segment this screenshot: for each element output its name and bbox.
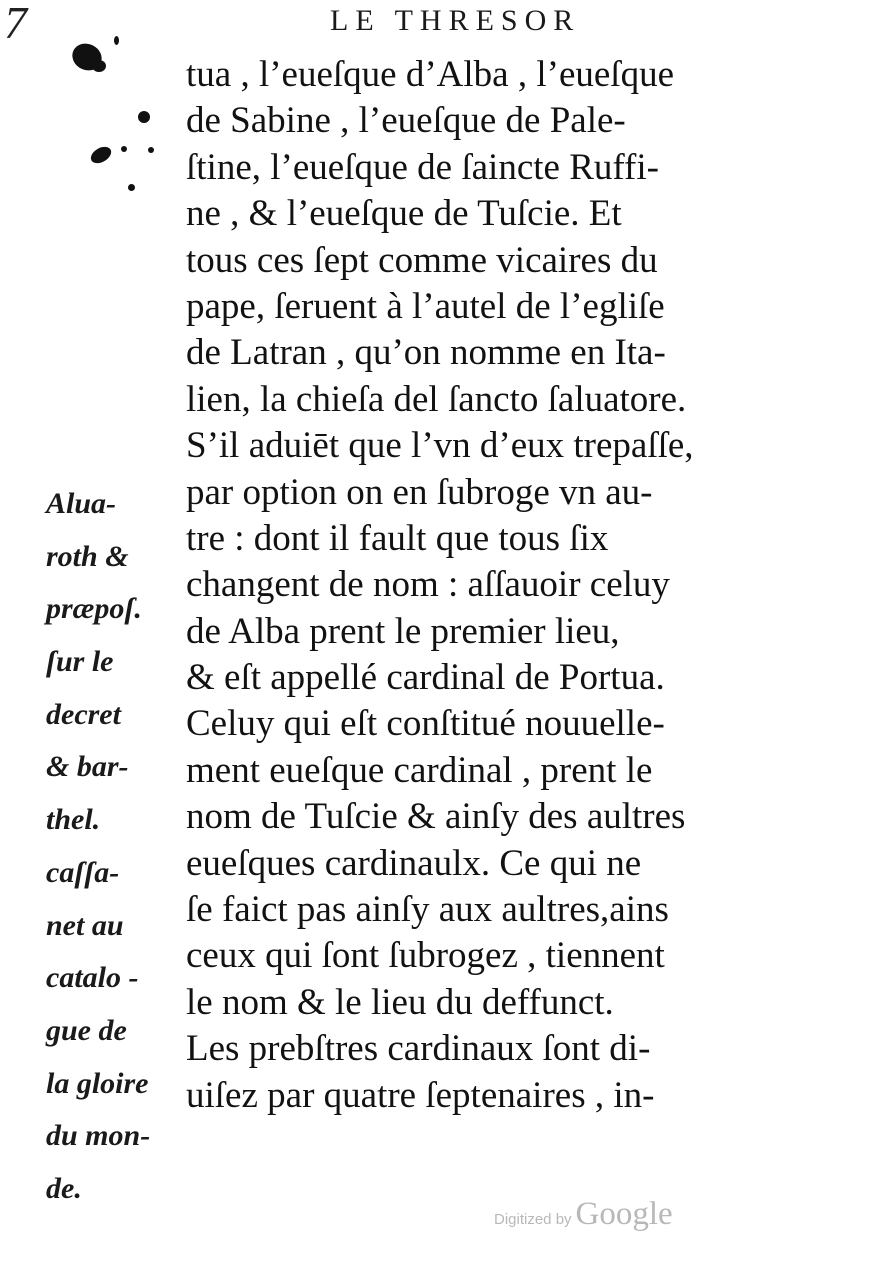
margin-line: thel. — [46, 803, 101, 837]
text-line: ſe faict pas ainſy aux aultres,ains — [186, 889, 669, 931]
text-line: tua , l’eueſque d’Alba , l’eueſque — [186, 54, 674, 95]
margin-line: la gloire — [46, 1066, 149, 1100]
margin-line: net au — [46, 908, 124, 942]
text-line: Les prebſtres cardinaux ſont di- — [186, 1028, 651, 1070]
watermark-brand: Google — [575, 1196, 673, 1232]
margin-line: du mon- — [46, 1119, 151, 1153]
margin-line: de. — [46, 1171, 82, 1205]
text-line: ceux qui ſont ſubrogez , tiennent — [186, 935, 665, 977]
ink-blot — [138, 111, 150, 123]
margin-line: roth & — [46, 539, 129, 573]
watermark-prefix: Digitized by — [494, 1211, 572, 1228]
text-line: tre : dont il fault que tous ſix — [186, 517, 609, 559]
text-line: de Alba prent le premier lieu, — [186, 610, 620, 652]
margin-line: gue de — [46, 1013, 127, 1047]
ink-blot — [92, 60, 106, 72]
text-line: le nom & le lieu du deffunct. — [186, 981, 614, 1023]
digitization-watermark — [494, 1196, 673, 1233]
ink-blot — [88, 143, 114, 166]
margin-line: Alua- — [46, 487, 117, 520]
text-line: de Sabine , l’eueſque de Pale- — [186, 100, 626, 142]
text-line: tous ces ſept comme vicaires du — [186, 239, 658, 281]
text-line: nom de Tuſcie & ainſy des aultres — [186, 796, 686, 838]
text-line: pape, ſeruent à l’autel de l’egliſe — [186, 285, 665, 327]
ink-blot — [114, 36, 119, 45]
text-line: uiſez par quatre ſeptenaires , in- — [186, 1074, 655, 1116]
page-number: 7 — [4, 0, 27, 48]
text-line: changent de nom : aſſauoir celuy — [186, 564, 670, 606]
text-line: de Latran , qu’on nomme en Ita- — [186, 332, 666, 374]
text-line: eueſques cardinaulx. Ce qui ne — [186, 842, 642, 884]
text-line: ſtine, l’eueſque de ſaincte Ruffi- — [186, 146, 659, 188]
text-line: ment eueſque cardinal , prent le — [186, 749, 653, 791]
running-head: LE THRESOR — [330, 4, 581, 37]
text-line: ne , & l’eueſque de Tuſcie. Et — [186, 193, 622, 235]
text-line: Celuy qui eſt conſtitué nouuelle- — [186, 703, 665, 745]
ink-blot — [121, 146, 127, 152]
main-text-column — [186, 52, 806, 1119]
margin-line: præpoſ. — [46, 592, 142, 626]
text-line: S’il aduiēt que l’vn d’eux trepaſſe, — [186, 425, 694, 467]
ink-blot — [148, 147, 154, 153]
margin-line: & bar- — [46, 750, 129, 784]
ink-blot — [128, 184, 135, 191]
margin-line: caſſa- — [46, 855, 120, 889]
text-line: & eſt appellé cardinal de Portua. — [186, 657, 665, 699]
marginal-note — [46, 478, 182, 1216]
margin-line: catalo - — [46, 961, 139, 995]
margin-line: decret — [46, 697, 121, 731]
text-line: lien, la chieſa del ſancto ſaluatore. — [186, 378, 687, 420]
margin-line: ſur le — [46, 645, 114, 679]
text-line: par option on en ſubroge vn au- — [186, 471, 653, 513]
